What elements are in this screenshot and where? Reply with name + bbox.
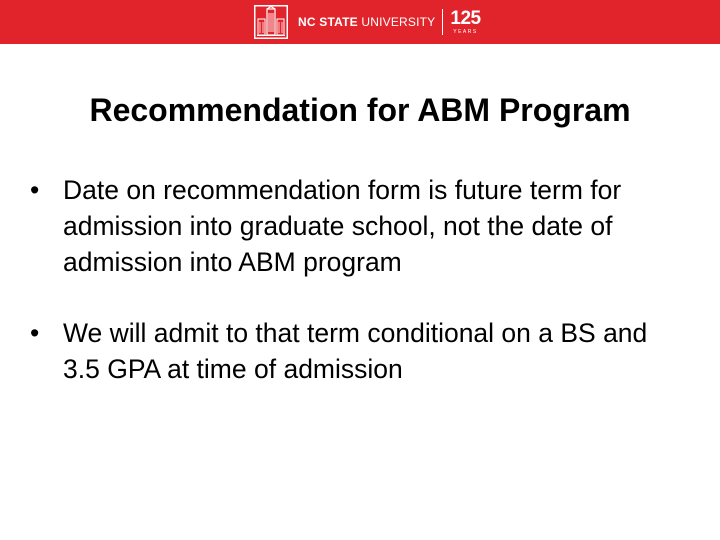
bullet-text: We will admit to that term conditional on a BS and 3.5 GPA at time of admission	[63, 318, 648, 384]
bullet-marker: •	[30, 318, 40, 348]
university-wordmark	[298, 15, 435, 29]
anniversary-label: YEARS	[453, 29, 478, 35]
university-logo	[254, 5, 481, 39]
university-name-light: UNIVERSITY	[357, 15, 436, 29]
header-bar	[0, 0, 720, 44]
bullet-list	[30, 172, 690, 387]
anniversary-number: 125	[450, 8, 481, 29]
university-name-bold: NC STATE	[298, 15, 358, 29]
slide-title: Recommendation for ABM Program	[89, 92, 631, 128]
bullet-text: Date on recommendation form is future term for admission into graduate school, not the date of admission into ABM program	[63, 175, 622, 277]
logo-divider	[442, 9, 443, 35]
bullet-marker: •	[30, 175, 40, 205]
bullet-item	[30, 172, 690, 280]
bullet-item	[30, 315, 690, 387]
belltower-icon	[254, 5, 288, 39]
anniversary-mark	[450, 9, 480, 35]
